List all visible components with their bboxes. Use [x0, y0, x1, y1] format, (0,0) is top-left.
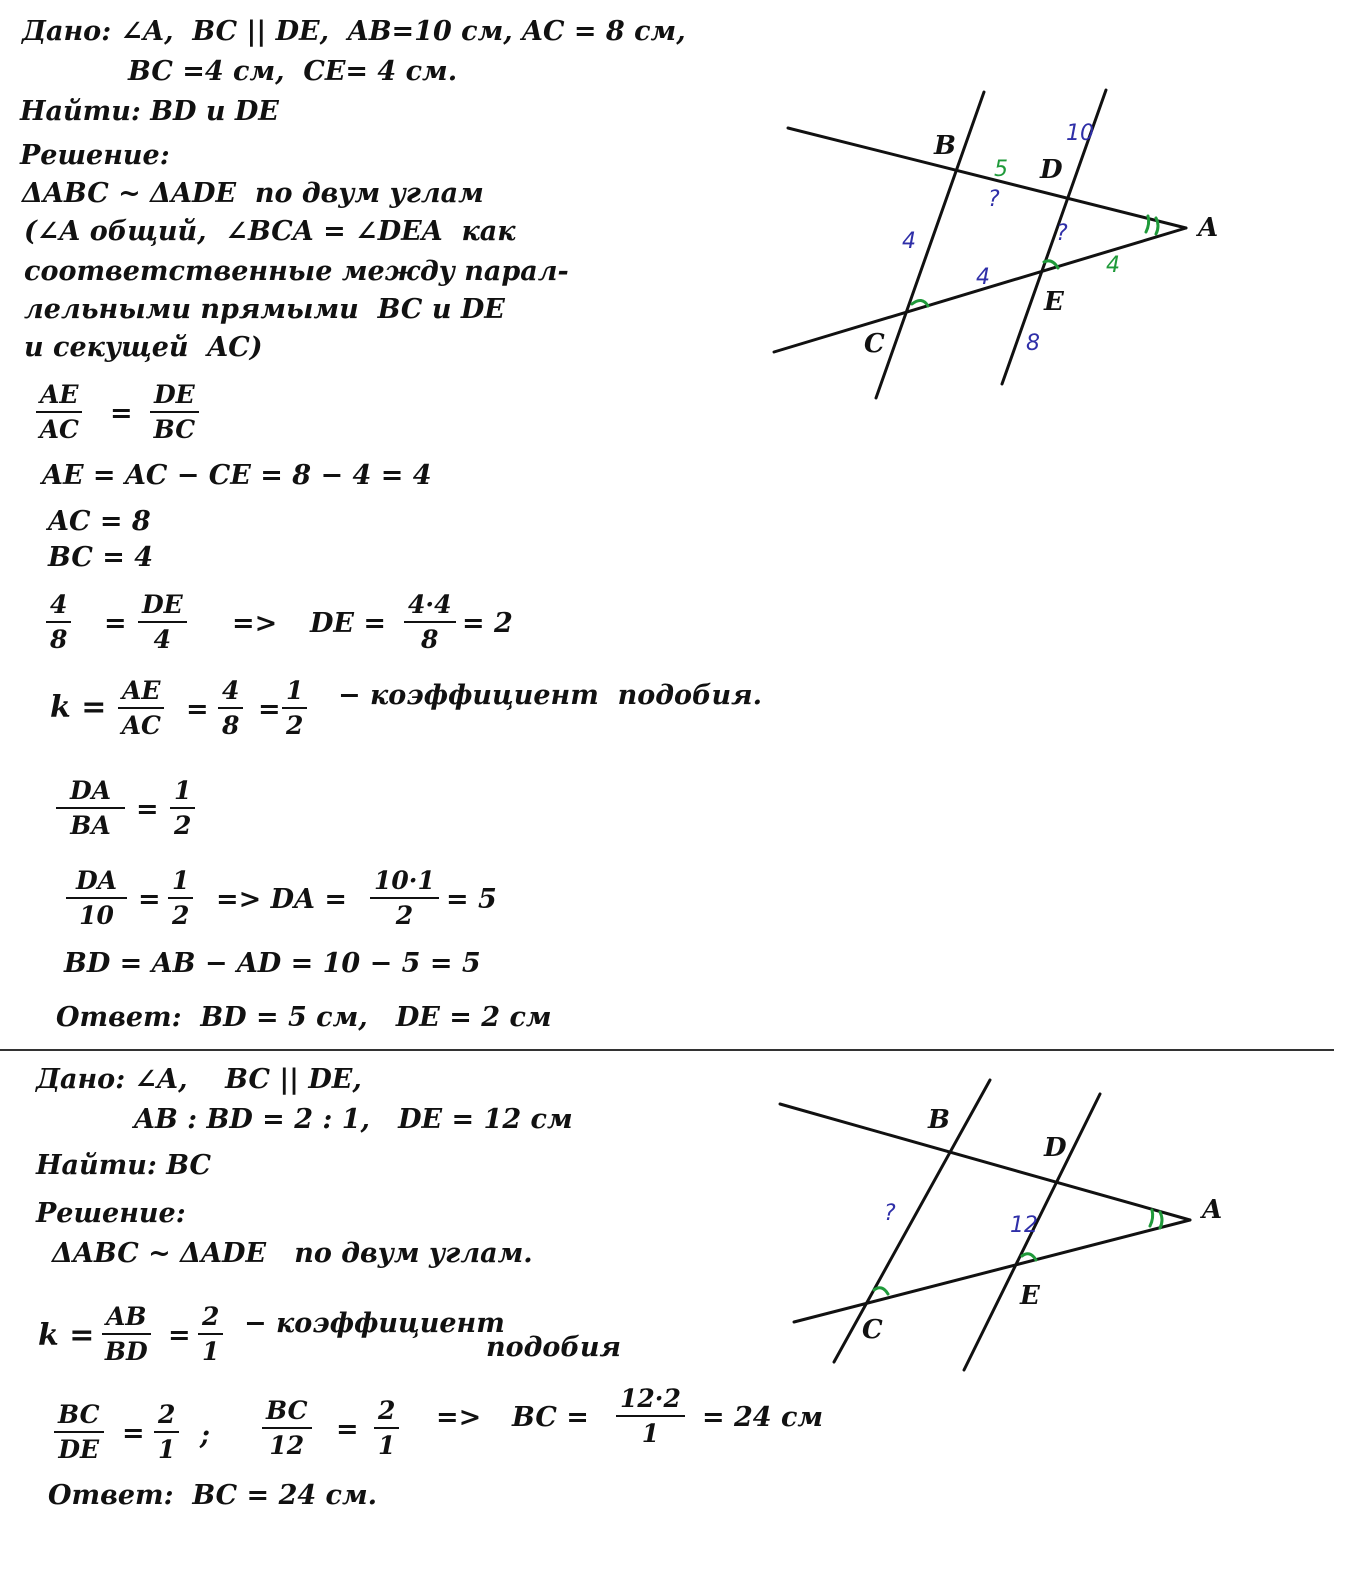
numerator: 1: [168, 866, 193, 899]
p1-sol-line3: соответственные между парал-: [24, 256, 569, 287]
equals-sign: =: [122, 1418, 145, 1449]
p1-given-line2: BC =4 см, CE= 4 см.: [128, 56, 458, 87]
label-bc-question: ?: [884, 1201, 896, 1226]
point-d-label: D: [1040, 155, 1063, 185]
p1-bd-calc: BD = AB − AD = 10 − 5 = 5: [64, 948, 481, 979]
p2-k-note1: − коэффициент: [244, 1308, 505, 1339]
equals-sign: =: [104, 608, 127, 639]
equals-sign: =: [186, 694, 209, 725]
numerator: AB: [102, 1302, 151, 1335]
p1-k-label: k =: [50, 690, 107, 725]
denominator: 1: [158, 1435, 176, 1464]
denominator: 2: [174, 811, 192, 840]
p1-sol-line2: (∠A общий, ∠BCA = ∠DEA как: [24, 216, 516, 247]
numerator: DE: [138, 590, 187, 623]
p2-answer: Ответ: BC = 24 см.: [48, 1480, 378, 1511]
label-ab-10: 10: [1066, 121, 1094, 146]
label-bc-4: 4: [902, 229, 916, 254]
numerator: DA: [56, 776, 125, 809]
numerator: 4·4: [404, 590, 456, 623]
line-bc: [876, 92, 984, 398]
p1-sol-line1: ΔABC ~ ΔADE по двум углам: [22, 178, 484, 209]
numerator: DE: [150, 380, 199, 413]
denominator: 1: [202, 1337, 220, 1366]
angle-e-arc: [1044, 261, 1058, 268]
denominator: BC: [153, 415, 196, 444]
numerator: 2: [374, 1396, 399, 1429]
numerator: 4: [46, 590, 71, 623]
label-bd-5: 5: [994, 157, 1008, 182]
p1-k-note: − коэффициент подобия.: [338, 680, 763, 711]
numerator: DA: [66, 866, 127, 899]
line-ab: [788, 128, 1186, 228]
label-ae-4: 4: [1106, 253, 1120, 278]
p1-de-label: DE =: [310, 608, 387, 639]
denominator: DE: [58, 1435, 100, 1464]
p1-solution-label: Решение:: [20, 140, 170, 171]
label-ac-8: 8: [1026, 331, 1040, 356]
numerator: 4: [218, 676, 243, 709]
denominator: 8: [50, 625, 68, 654]
point-c-label: C: [864, 329, 885, 359]
diagram-2: [780, 1080, 1190, 1370]
p1-sol-line5: и секущей AC): [24, 332, 263, 363]
point-c-label: C: [862, 1315, 883, 1345]
p2-bc-result: = 24 см: [702, 1402, 824, 1433]
p1-da-label: => DA =: [216, 884, 348, 915]
point-e-label: E: [1044, 287, 1064, 317]
p1-calc-ae: AE = AC − CE = 8 − 4 = 4: [42, 460, 432, 491]
angle-e-arc: [1022, 1254, 1036, 1260]
p2-bc-label: BC =: [512, 1402, 589, 1433]
point-a-label: A: [1198, 213, 1219, 243]
semicolon: ;: [200, 1420, 210, 1451]
p2-k-note2: подобия: [486, 1332, 622, 1363]
p1-find: Найти: BD и DE: [20, 96, 279, 127]
p1-da-result: = 5: [446, 884, 497, 915]
denominator: BA: [70, 811, 111, 840]
numerator: 1: [170, 776, 195, 809]
angle-c-arc: [874, 1288, 888, 1294]
line-ac: [794, 1220, 1190, 1322]
equals-sign: =: [336, 1414, 359, 1445]
denominator: 8: [421, 625, 439, 654]
label-ce-4: 4: [976, 265, 990, 290]
p2-given-line1: Дано: ∠A, BC || DE,: [36, 1064, 362, 1095]
numerator: 12·2: [616, 1384, 685, 1417]
numerator: AE: [118, 676, 164, 709]
diagram-1: [774, 90, 1186, 398]
p2-sol-line1: ΔABC ~ ΔADE по двум углам.: [52, 1238, 533, 1269]
denominator: AC: [39, 415, 79, 444]
label-de-question: ?: [1056, 221, 1068, 246]
numerator: 2: [198, 1302, 223, 1335]
line-ac: [774, 228, 1186, 352]
numerator: BC: [262, 1396, 312, 1429]
denominator: 10: [79, 901, 114, 930]
p2-solution-label: Решение:: [36, 1198, 186, 1229]
numerator: 1: [282, 676, 307, 709]
denominator: BD: [104, 1337, 148, 1366]
denominator: 1: [378, 1431, 396, 1460]
p1-calc-ac: AC = 8: [48, 506, 151, 537]
equals-sign: =: [110, 398, 133, 429]
point-b-label: B: [928, 1105, 950, 1135]
denominator: 12: [269, 1431, 305, 1460]
numerator: 2: [154, 1400, 179, 1433]
denominator: AC: [121, 711, 161, 740]
p2-given-line2: AB : BD = 2 : 1, DE = 12 см: [134, 1104, 573, 1135]
p1-answer: Ответ: BD = 5 см, DE = 2 см: [56, 1002, 552, 1033]
point-a-label: A: [1202, 1195, 1223, 1225]
label-bd-question: ?: [988, 187, 1000, 212]
denominator: 2: [172, 901, 190, 930]
numerator: AE: [36, 380, 82, 413]
denominator: 4: [153, 625, 172, 654]
p1-calc-bc: BC = 4: [48, 542, 154, 573]
p1-de-result: = 2: [462, 608, 513, 639]
numerator: 10·1: [370, 866, 439, 899]
p2-find: Найти: BC: [36, 1150, 212, 1181]
denominator: 2: [286, 711, 304, 740]
angle-a-arc: [1150, 1210, 1162, 1228]
implies-arrow: =>: [232, 608, 278, 639]
p1-sol-line4: лельными прямыми BC и DE: [24, 294, 505, 325]
point-b-label: B: [934, 131, 956, 161]
p1-given-line1: Дано: ∠A, BC || DE, AB=10 см, AC = 8 см,: [22, 16, 686, 47]
equals-sign: =: [258, 694, 281, 725]
equals-sign: =: [136, 794, 159, 825]
p2-k-label: k =: [38, 1318, 95, 1353]
line-bc: [834, 1080, 990, 1362]
implies-arrow: =>: [436, 1402, 482, 1433]
label-de-12: 12: [1010, 1213, 1038, 1238]
line-ab: [780, 1104, 1190, 1220]
equals-sign: =: [138, 884, 161, 915]
denominator: 8: [222, 711, 240, 740]
denominator: 1: [641, 1419, 660, 1448]
point-d-label: D: [1044, 1133, 1067, 1163]
denominator: 2: [395, 901, 414, 930]
numerator: BC: [54, 1400, 104, 1433]
point-e-label: E: [1020, 1281, 1040, 1311]
equals-sign: =: [168, 1320, 191, 1351]
